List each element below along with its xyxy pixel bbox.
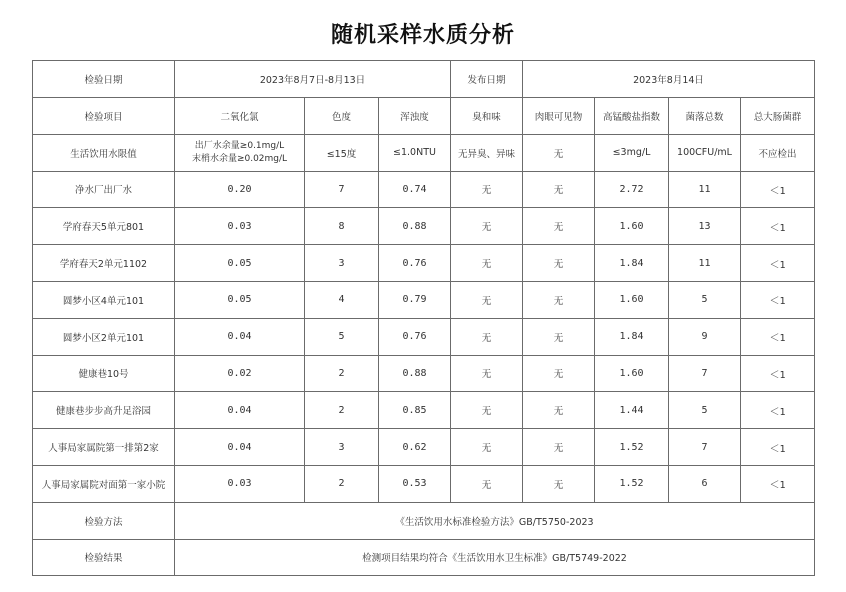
table-row [33, 355, 815, 392]
coliform-limit: 不应检出 [741, 134, 815, 171]
method-value: 《生活饮用水标准检验方法》GB/T5750-2023 [175, 502, 815, 539]
table-row [33, 208, 815, 245]
odor-value: 无 [451, 465, 523, 502]
method-label: 检验方法 [33, 502, 175, 539]
visible-value: 无 [523, 392, 595, 429]
limits-row [33, 134, 815, 171]
publish-date-value: 2023年8月14日 [523, 61, 815, 98]
colonies-value: 5 [669, 392, 741, 429]
permanganate-value: 1.60 [595, 208, 669, 245]
permanganate-value: 1.60 [595, 355, 669, 392]
coliform-value: ＜1 [741, 171, 815, 208]
turbidity-value: 0.62 [379, 429, 451, 466]
chlorine-value: 0.03 [175, 465, 305, 502]
color-limit: ≤15度 [305, 134, 379, 171]
turbidity-value: 0.76 [379, 245, 451, 282]
coliform-value: ＜1 [741, 318, 815, 355]
column-header: 臭和味 [451, 98, 523, 135]
odor-value: 无 [451, 355, 523, 392]
turbidity-value: 0.76 [379, 318, 451, 355]
column-header: 菌落总数 [669, 98, 741, 135]
visible-value: 无 [523, 171, 595, 208]
visible-value: 无 [523, 318, 595, 355]
odor-value: 无 [451, 281, 523, 318]
odor-value: 无 [451, 392, 523, 429]
sample-site: 人事局家属院第一排第2家 [33, 429, 175, 466]
column-header: 总大肠菌群 [741, 98, 815, 135]
column-header: 检验项目 [33, 98, 175, 135]
water-quality-table [32, 60, 815, 576]
column-header: 浑浊度 [379, 98, 451, 135]
colonies-value: 13 [669, 208, 741, 245]
method-row [33, 502, 815, 539]
result-value: 检测项目结果均符合《生活饮用水卫生标准》GB/T5749-2022 [175, 539, 815, 576]
test-date-label: 检验日期 [33, 61, 175, 98]
odor-limit: 无异臭、异味 [451, 134, 523, 171]
visible-value: 无 [523, 465, 595, 502]
odor-value: 无 [451, 208, 523, 245]
chlorine-value: 0.02 [175, 355, 305, 392]
coliform-value: ＜1 [741, 465, 815, 502]
permanganate-value: 2.72 [595, 171, 669, 208]
visible-value: 无 [523, 429, 595, 466]
colonies-value: 5 [669, 281, 741, 318]
permanganate-value: 1.44 [595, 392, 669, 429]
visible-value: 无 [523, 208, 595, 245]
table-row [33, 245, 815, 282]
coliform-value: ＜1 [741, 245, 815, 282]
turbidity-value: 0.53 [379, 465, 451, 502]
color-value: 5 [305, 318, 379, 355]
odor-value: 无 [451, 245, 523, 282]
chlorine-value: 0.04 [175, 318, 305, 355]
permanganate-value: 1.52 [595, 429, 669, 466]
permanganate-value: 1.60 [595, 281, 669, 318]
table-row [33, 392, 815, 429]
sample-site: 净水厂出厂水 [33, 171, 175, 208]
colonies-limit: 100CFU/mL [669, 134, 741, 171]
turbidity-value: 0.88 [379, 208, 451, 245]
visible-value: 无 [523, 281, 595, 318]
coliform-value: ＜1 [741, 392, 815, 429]
coliform-value: ＜1 [741, 281, 815, 318]
chlorine-value: 0.04 [175, 392, 305, 429]
sample-site: 学府春天2单元1102 [33, 245, 175, 282]
colonies-value: 7 [669, 355, 741, 392]
turbidity-value: 0.74 [379, 171, 451, 208]
chlorine-value: 0.05 [175, 245, 305, 282]
color-value: 7 [305, 171, 379, 208]
column-header: 肉眼可见物 [523, 98, 595, 135]
date-row [33, 61, 815, 98]
chlorine-value: 0.04 [175, 429, 305, 466]
table-row [33, 465, 815, 502]
odor-value: 无 [451, 171, 523, 208]
turbidity-value: 0.88 [379, 355, 451, 392]
sample-site: 圆梦小区4单元101 [33, 281, 175, 318]
colonies-value: 7 [669, 429, 741, 466]
sample-site: 人事局家属院对面第一家小院 [33, 465, 175, 502]
color-value: 2 [305, 355, 379, 392]
color-value: 8 [305, 208, 379, 245]
turbidity-limit: ≤1.0NTU [379, 134, 451, 171]
colonies-value: 11 [669, 245, 741, 282]
chlorine-limit-line: 出厂水余量≥0.1mg/L [194, 140, 285, 151]
sample-site: 健康巷10号 [33, 355, 175, 392]
visible-value: 无 [523, 355, 595, 392]
result-label: 检验结果 [33, 539, 175, 576]
coliform-value: ＜1 [741, 429, 815, 466]
permanganate-value: 1.84 [595, 245, 669, 282]
chlorine-limit-line: 末梢水余量≥0.02mg/L [191, 153, 288, 164]
color-value: 4 [305, 281, 379, 318]
result-row [33, 539, 815, 576]
sample-site: 健康巷步步高升足浴园 [33, 392, 175, 429]
column-header: 色度 [305, 98, 379, 135]
color-value: 2 [305, 465, 379, 502]
coliform-value: ＜1 [741, 355, 815, 392]
chlorine-value: 0.03 [175, 208, 305, 245]
coliform-value: ＜1 [741, 208, 815, 245]
chlorine-limit [175, 134, 305, 171]
color-value: 3 [305, 429, 379, 466]
permanganate-limit: ≤3mg/L [595, 134, 669, 171]
table-row [33, 429, 815, 466]
sample-rows [33, 171, 815, 502]
sample-site: 学府春天5单元801 [33, 208, 175, 245]
limits-label: 生活饮用水限值 [33, 134, 175, 171]
colonies-value: 6 [669, 465, 741, 502]
turbidity-value: 0.79 [379, 281, 451, 318]
permanganate-value: 1.52 [595, 465, 669, 502]
table-row [33, 318, 815, 355]
chlorine-value: 0.05 [175, 281, 305, 318]
odor-value: 无 [451, 318, 523, 355]
column-header: 高锰酸盐指数 [595, 98, 669, 135]
chlorine-value: 0.20 [175, 171, 305, 208]
column-header-row [33, 98, 815, 135]
color-value: 3 [305, 245, 379, 282]
permanganate-value: 1.84 [595, 318, 669, 355]
colonies-value: 9 [669, 318, 741, 355]
visible-limit: 无 [523, 134, 595, 171]
colonies-value: 11 [669, 171, 741, 208]
publish-date-label: 发布日期 [451, 61, 523, 98]
odor-value: 无 [451, 429, 523, 466]
table-row [33, 281, 815, 318]
sample-site: 圆梦小区2单元101 [33, 318, 175, 355]
page-title: 随机采样水质分析 [330, 23, 515, 48]
color-value: 2 [305, 392, 379, 429]
turbidity-value: 0.85 [379, 392, 451, 429]
visible-value: 无 [523, 245, 595, 282]
column-header: 二氧化氯 [175, 98, 305, 135]
test-date-value: 2023年8月7日-8月13日 [175, 61, 451, 98]
table-row [33, 171, 815, 208]
